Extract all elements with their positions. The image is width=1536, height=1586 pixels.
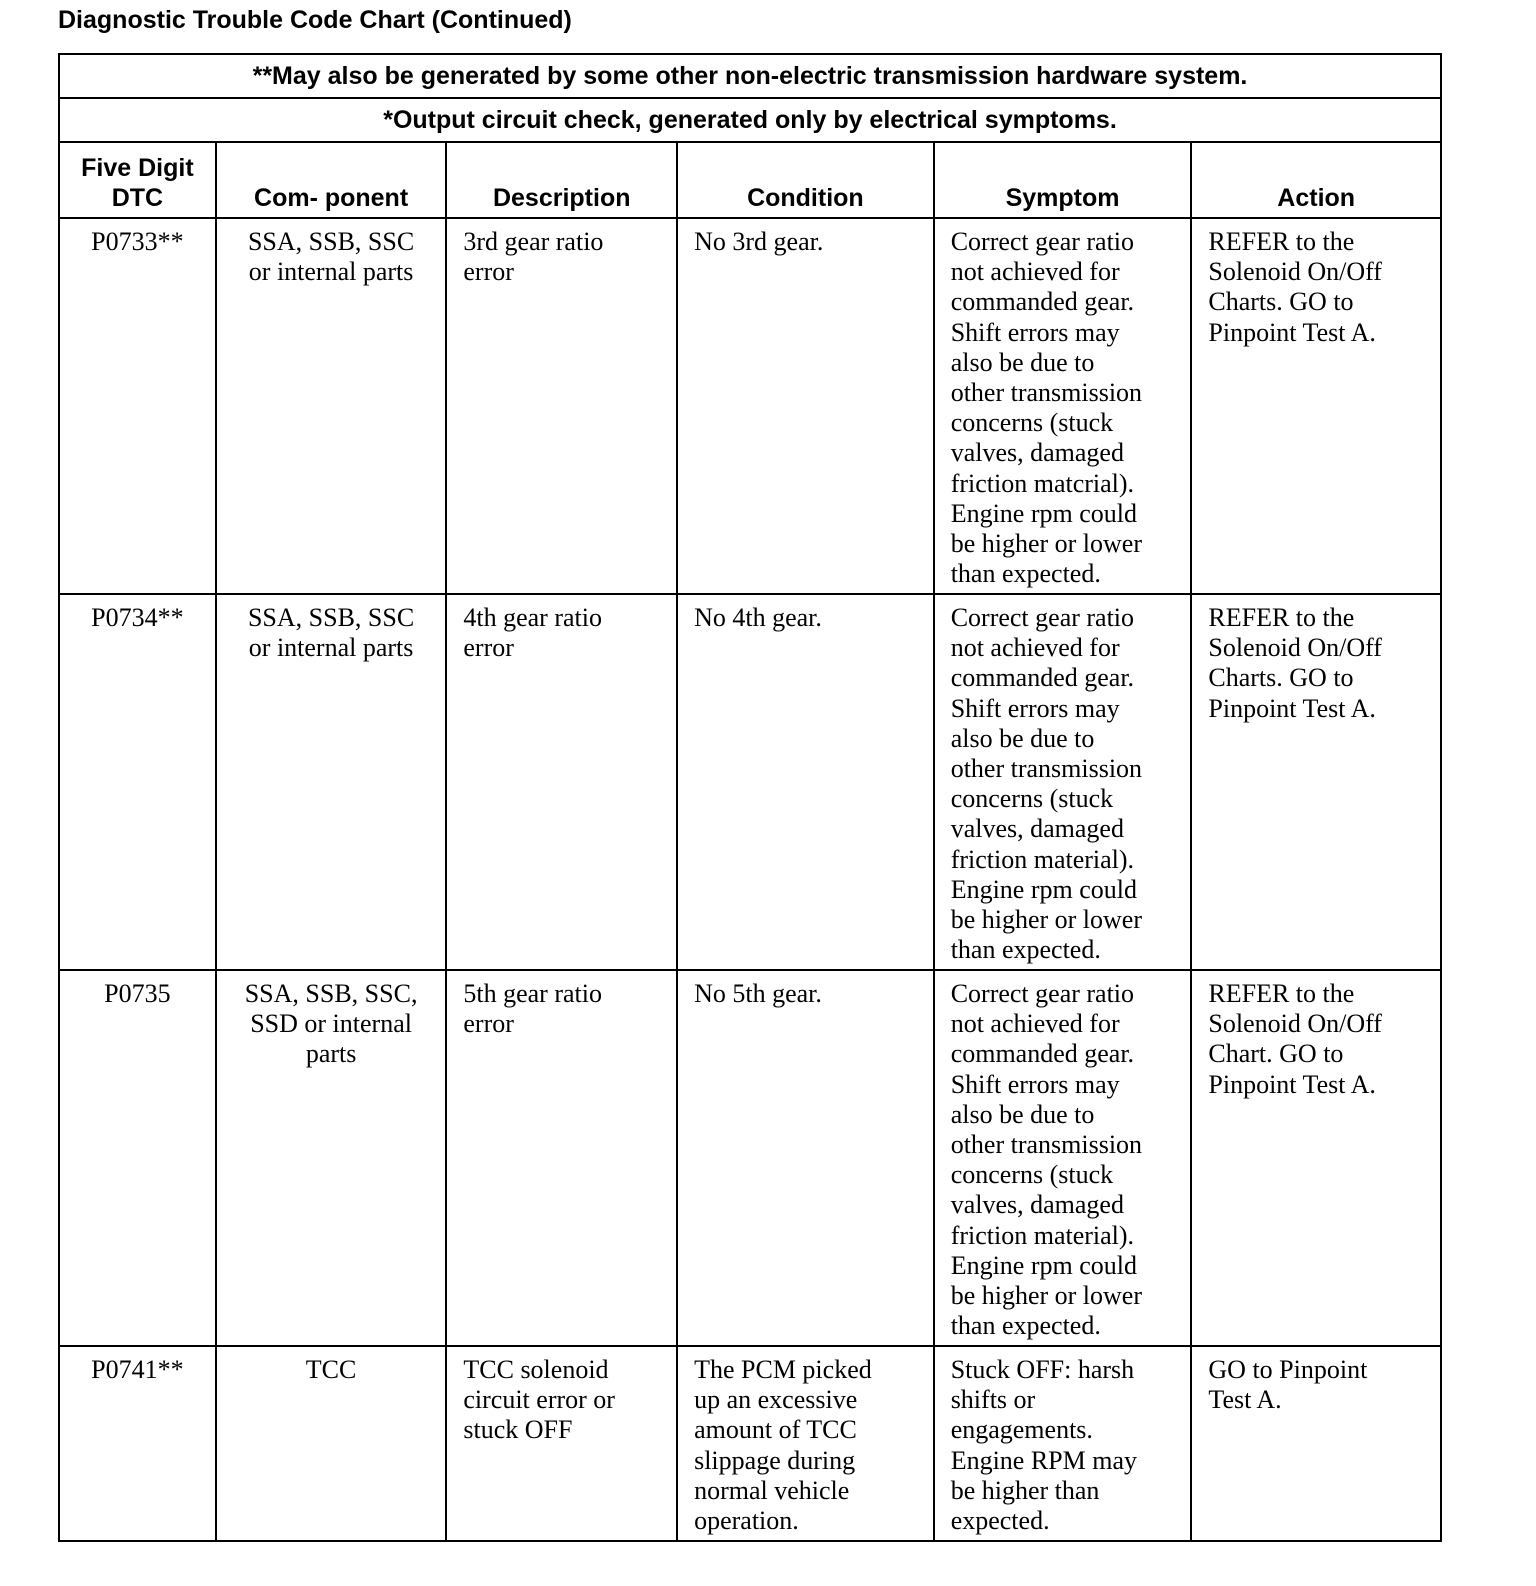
cell-dtc: P0734** (59, 594, 216, 970)
cell-condition: No 4th gear. (677, 594, 934, 970)
cell-action: GO to Pinpoint Test A. (1191, 1346, 1441, 1541)
table-note: **May also be generated by some other non-electric transmission hardware system. (59, 54, 1441, 98)
cell-symptom: Stuck OFF: harsh shifts or engagements. Engine RPM may be higher than expected. (934, 1346, 1192, 1541)
table-row (59, 594, 1441, 970)
column-header-description: Description (446, 142, 677, 218)
cell-action: REFER to the Solenoid On/Off Charts. GO to Pinpoint Test A. (1191, 218, 1441, 594)
cell-description: 4th gear ratio error (446, 594, 677, 970)
table-row (59, 970, 1441, 1346)
cell-symptom: Correct gear ratio not achieved for commanded gear. Shift errors may also be due to other transmission concerns (stuck valves, damaged friction material). Engine rpm could be higher or lower than expected. (934, 970, 1192, 1346)
cell-action: REFER to the Solenoid On/Off Chart. GO to Pinpoint Test A. (1191, 970, 1441, 1346)
column-header-component: Com- ponent (216, 142, 447, 218)
cell-dtc: P0733** (59, 218, 216, 594)
cell-component: SSA, SSB, SSC or internal parts (216, 218, 447, 594)
table-row (59, 218, 1441, 594)
cell-description: TCC solenoid circuit error or stuck OFF (446, 1346, 677, 1541)
header-row (59, 142, 1441, 218)
cell-component: TCC (216, 1346, 447, 1541)
cell-condition: No 5th gear. (677, 970, 934, 1346)
cell-description: 5th gear ratio error (446, 970, 677, 1346)
cell-description: 3rd gear ratio error (446, 218, 677, 594)
cell-symptom: Correct gear ratio not achieved for commanded gear. Shift errors may also be due to other transmission concerns (stuck valves, damaged friction matcrial). Engine rpm could be higher or lower than expected. (934, 218, 1192, 594)
cell-dtc: P0741** (59, 1346, 216, 1541)
column-header-condition: Condition (677, 142, 934, 218)
cell-component: SSA, SSB, SSC or internal parts (216, 594, 447, 970)
cell-condition: No 3rd gear. (677, 218, 934, 594)
column-header-dtc: Five Digit DTC (59, 142, 216, 218)
cell-condition: The PCM picked up an excessive amount of TCC slippage during normal vehicle operation. (677, 1346, 934, 1541)
table-note: *Output circuit check, generated only by electrical symptoms. (59, 98, 1441, 142)
column-header-symptom: Symptom (934, 142, 1192, 218)
cell-symptom: Correct gear ratio not achieved for commanded gear. Shift errors may also be due to other transmission concerns (stuck valves, damaged friction material). Engine rpm could be higher or lower than expected. (934, 594, 1192, 970)
cell-dtc: P0735 (59, 970, 216, 1346)
dtc-table (58, 53, 1442, 1542)
table-row (59, 1346, 1441, 1541)
page-title: Diagnostic Trouble Code Chart (Continued) (58, 6, 572, 34)
column-header-action: Action (1191, 142, 1441, 218)
cell-action: REFER to the Solenoid On/Off Charts. GO to Pinpoint Test A. (1191, 594, 1441, 970)
cell-component: SSA, SSB, SSC, SSD or internal parts (216, 970, 447, 1346)
